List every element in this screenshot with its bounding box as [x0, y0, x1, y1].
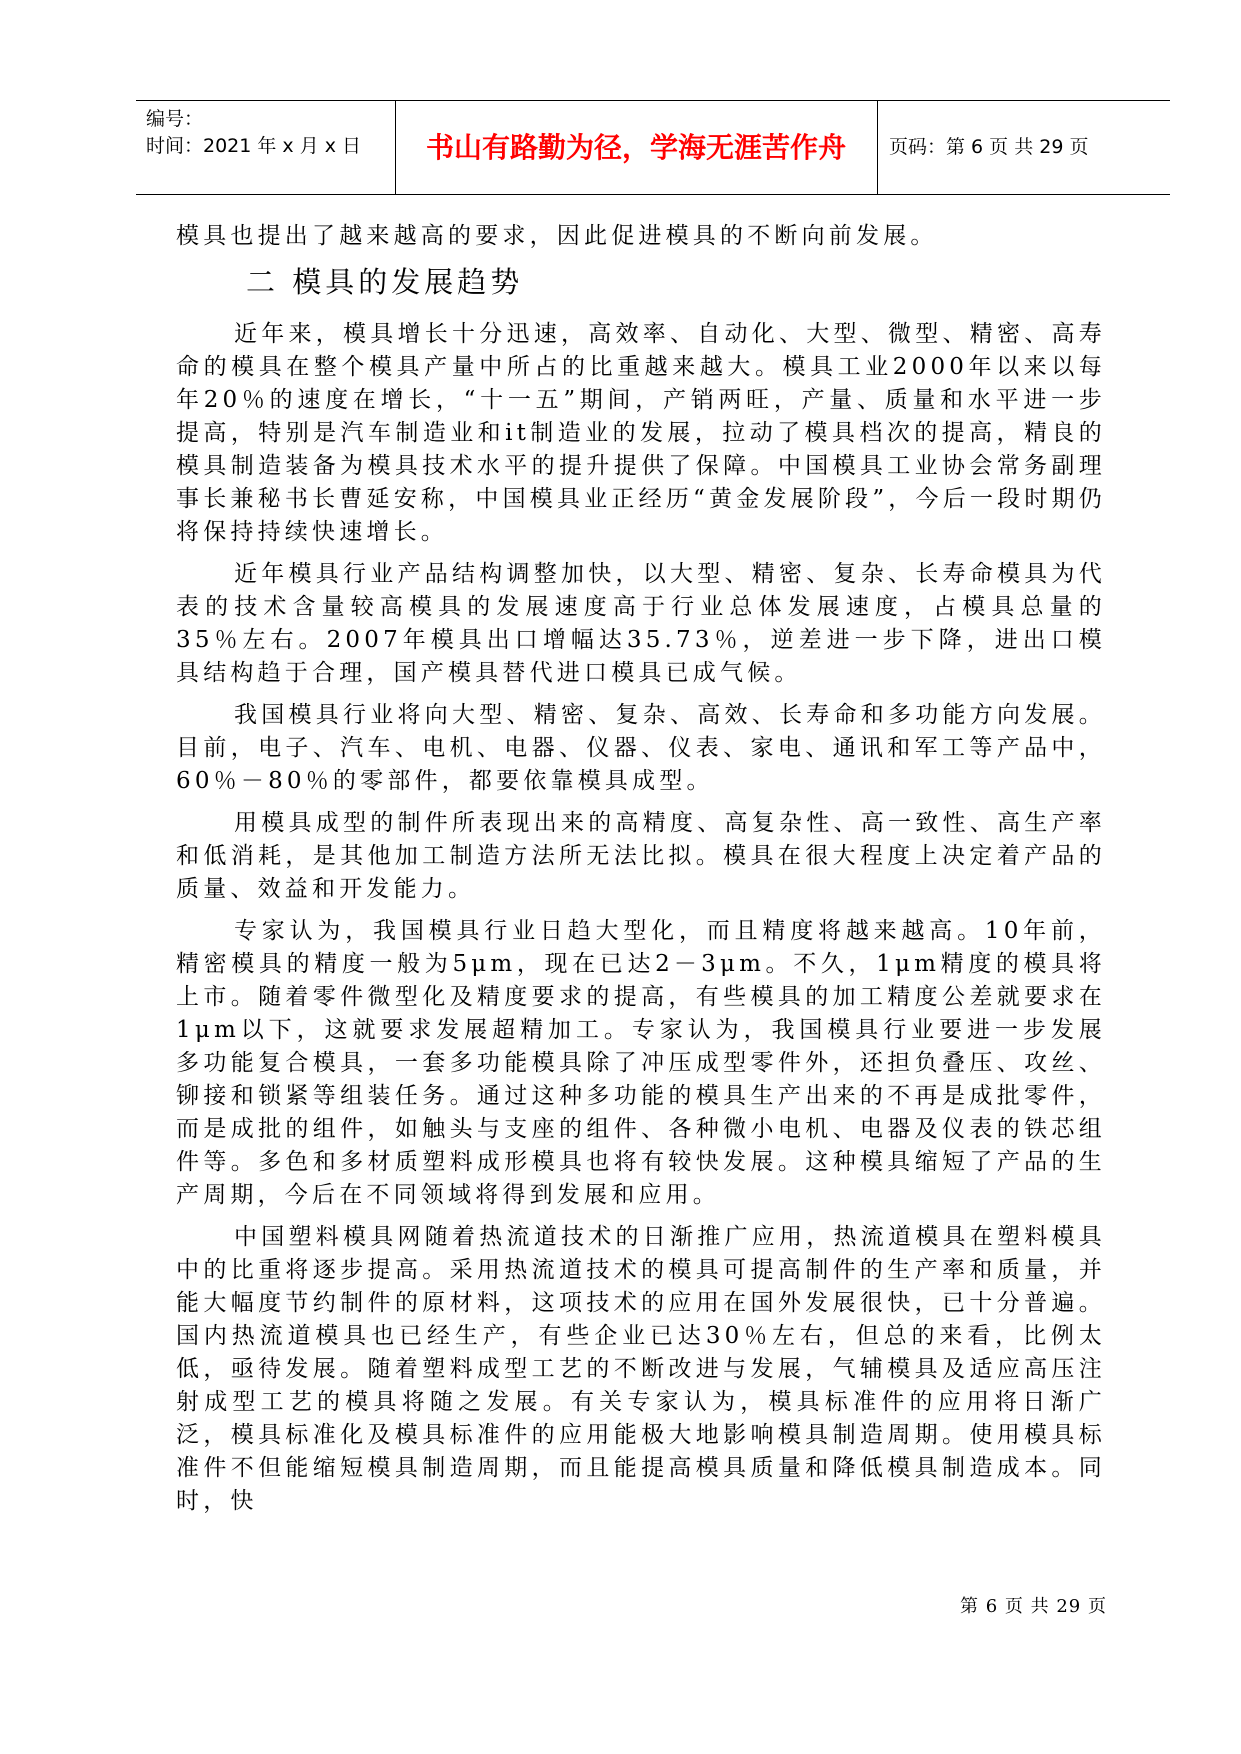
document-header	[136, 100, 1170, 195]
paragraph: 近年来，模具增长十分迅速，高效率、自动化、大型、微型、精密、高寿命的模具在整个模具产量中所占的比重越来越大。模具工业2000年以来以每年20％的速度在增长，“十一五”期间，产销两旺，产量、质量和水平进一步提高，特别是汽车制造业和it制造业的发展，拉动了模具档次的提高，精良的模具制造装备为模具技术水平的提升提供了保障。中国模具工业协会常务副理事长兼秘书长曹延安称，中国模具业正经历“黄金发展阶段”，今后一段时期仍将保持持续快速增长。	[176, 321, 1106, 545]
header-page-code: 页码：第 6 页 共 29 页	[889, 136, 1089, 158]
header-info-cell	[136, 101, 396, 194]
paragraph: 近年模具行业产品结构调整加快，以大型、精密、复杂、长寿命模具为代表的技术含量较高模具的发展速度高于行业总体发展速度，占模具总量的35％左右。2007年模具出口增幅达35.73％，逆差进一步下降，进出口模具结构趋于合理，国产模具替代进口模具已成气候。	[176, 561, 1106, 686]
paragraph: 我国模具行业将向大型、精密、复杂、高效、长寿命和多功能方向发展。目前，电子、汽车、电机、电器、仪器、仪表、家电、通讯和军工等产品中，60％－80％的零部件，都要依靠模具成型。	[176, 702, 1106, 794]
header-motto: 书山有路勤为径，学海无涯苦作舟	[425, 131, 846, 164]
paragraph-continued: 模具也提出了越来越高的要求，因此促进模具的不断向前发展。	[176, 223, 938, 249]
page-footer: 第 6 页 共 29 页	[960, 1596, 1107, 1617]
header-page-cell	[877, 101, 1170, 194]
document-time-label: 时间：2021 年 x 月 x 日	[146, 135, 362, 157]
paragraph: 专家认为，我国模具行业日趋大型化，而且精度将越来越高。10年前，精密模具的精度一般为5μm，现在已达2－3μm。不久，1μm精度的模具将上市。随着零件微型化及精度要求的提高，有些模具的加工精度公差就要求在1μm以下，这就要求发展超精加工。专家认为，我国模具行业要进一步发展多功能复合模具，一套多功能模具除了冲压成型零件外，还担负叠压、攻丝、铆接和锁紧等组装任务。通过这种多功能的模具生产出来的不再是成批零件，而是成批的组件，如触头与支座的组件、各种微小电机、电器及仪表的铁芯组件等。多色和多材质塑料成形模具也将有较快发展。这种模具缩短了产品的生产周期，今后在不同领域将得到发展和应用。	[176, 918, 1106, 1208]
paragraph: 用模具成型的制件所表现出来的高精度、高复杂性、高一致性、高生产率和低消耗，是其他加工制造方法所无法比拟。模具在很大程度上决定着产品的质量、效益和开发能力。	[176, 810, 1106, 902]
document-number-label: 编号：	[146, 108, 204, 130]
paragraph: 中国塑料模具网随着热流道技术的日渐推广应用，热流道模具在塑料模具中的比重将逐步提高。采用热流道技术的模具可提高制件的生产率和质量，并能大幅度节约制件的原材料，这项技术的应用在国外发展很快，已十分普遍。国内热流道模具也已经生产，有些企业已达30％左右，但总的来看，比例太低，亟待发展。随着塑料成型工艺的不断改进与发展，气辅模具及适应高压注射成型工艺的模具将随之发展。有关专家认为，模具标准件的应用将日渐广泛，模具标准化及模具标准件的应用能极大地影响模具制造周期。使用模具标准件不但能缩短模具制造周期，而且能提高模具质量和降低模具制造成本。同时，快	[176, 1224, 1106, 1514]
header-motto-cell	[395, 101, 878, 194]
document-body	[176, 220, 1106, 1527]
section-heading: 二 模具的发展趋势	[246, 265, 524, 299]
